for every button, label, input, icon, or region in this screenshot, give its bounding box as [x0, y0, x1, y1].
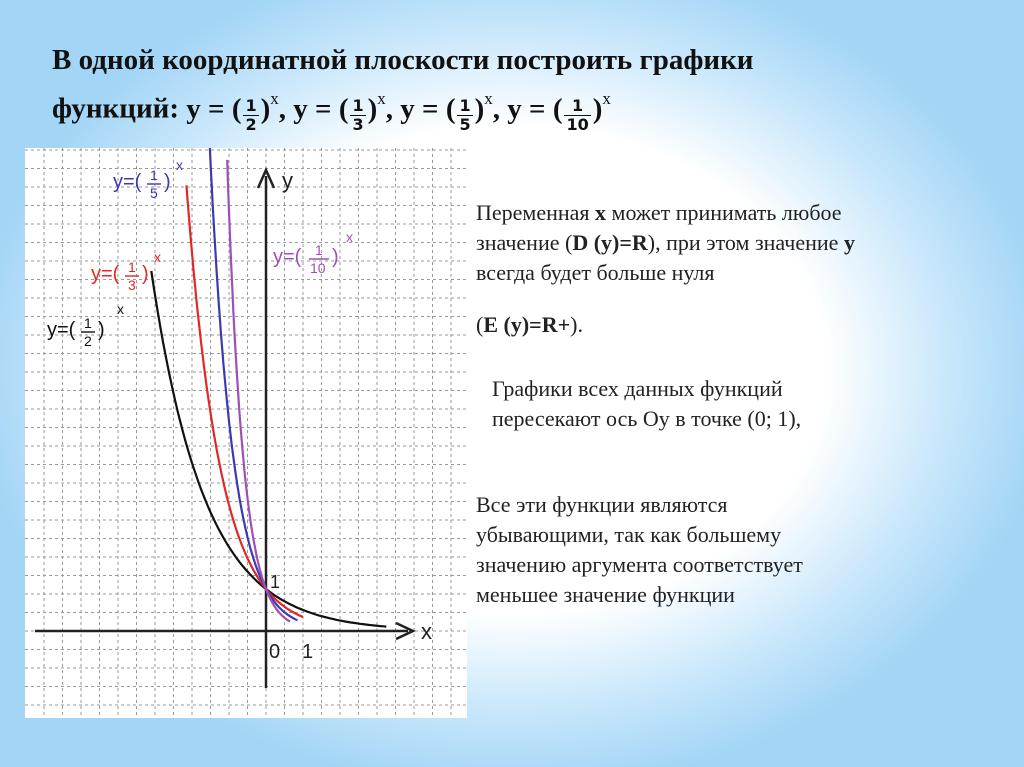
svg-text:y=(: y=( [273, 246, 302, 268]
x-one-label: 1 [302, 641, 314, 663]
svg-text:x: x [154, 249, 161, 265]
origin-label: 0 [269, 641, 281, 663]
func-1: y = ( $\frac{1}{2}$ )$^x$, [186, 89, 287, 134]
line: Все эти функции являются [476, 492, 728, 517]
paragraph-decreasing [476, 490, 803, 610]
title-line-2 [52, 89, 611, 134]
svg-text:3: 3 [128, 277, 136, 293]
func-3: y = ( $\frac{1}{5}$ )$^x$, [400, 89, 501, 134]
line: значению аргумента соответствует [476, 552, 803, 577]
title-prefix: функций: [52, 92, 180, 125]
svg-text:x: x [346, 229, 353, 245]
graph-background [25, 148, 467, 718]
y-one-label: 1 [270, 572, 281, 592]
line: Графики всех данных функций [492, 376, 783, 401]
fraction: $\frac{1}{10}$ [566, 95, 589, 134]
svg-text:y=(: y=( [91, 263, 120, 285]
svg-text:y=(: y=( [47, 319, 76, 341]
y-axis-label: y [282, 168, 293, 193]
title-line-1: В одной координатной плоскости построить графики [52, 44, 754, 76]
line: убывающими, так как большему [476, 522, 782, 547]
line: (E (y)=R+). [476, 312, 583, 337]
x-axis-label: x [421, 619, 432, 644]
line: всегда будет больше нуля [476, 260, 715, 285]
svg-text:): ) [332, 246, 339, 268]
svg-text:x: x [176, 157, 183, 173]
func-2: y = ( $\frac{1}{3}$ )$^x$, [293, 89, 394, 134]
line: Переменная x может принимать любое [476, 200, 842, 225]
line: значение (D (y)=R), при этом значение y [476, 230, 855, 255]
func-4: y = ( $\frac{1}{10}$ )$^x$ [507, 89, 611, 134]
fraction: $\frac{1}{2}$ [245, 95, 257, 134]
svg-text:y=(: y=( [113, 171, 142, 193]
line: пересекают ось Оу в точке (0; 1), [492, 406, 802, 431]
paragraph-domain [476, 198, 855, 288]
fraction: $\frac{1}{5}$ [459, 95, 471, 134]
svg-text:5: 5 [150, 185, 158, 201]
paragraph-intersection [492, 374, 801, 434]
svg-text:1: 1 [315, 242, 323, 258]
svg-text:): ) [142, 263, 149, 285]
line: меньшее значение функции [476, 582, 735, 607]
svg-text:): ) [164, 171, 171, 193]
svg-text:1: 1 [84, 315, 92, 331]
paragraph-range [476, 310, 583, 340]
svg-text:10: 10 [310, 260, 326, 276]
svg-text:1: 1 [150, 167, 158, 183]
svg-text:): ) [98, 319, 105, 341]
svg-text:1: 1 [128, 259, 136, 275]
svg-text:x: x [117, 301, 124, 317]
function-graph [25, 148, 467, 718]
svg-text:2: 2 [84, 333, 92, 349]
fraction: $\frac{1}{3}$ [352, 95, 364, 134]
